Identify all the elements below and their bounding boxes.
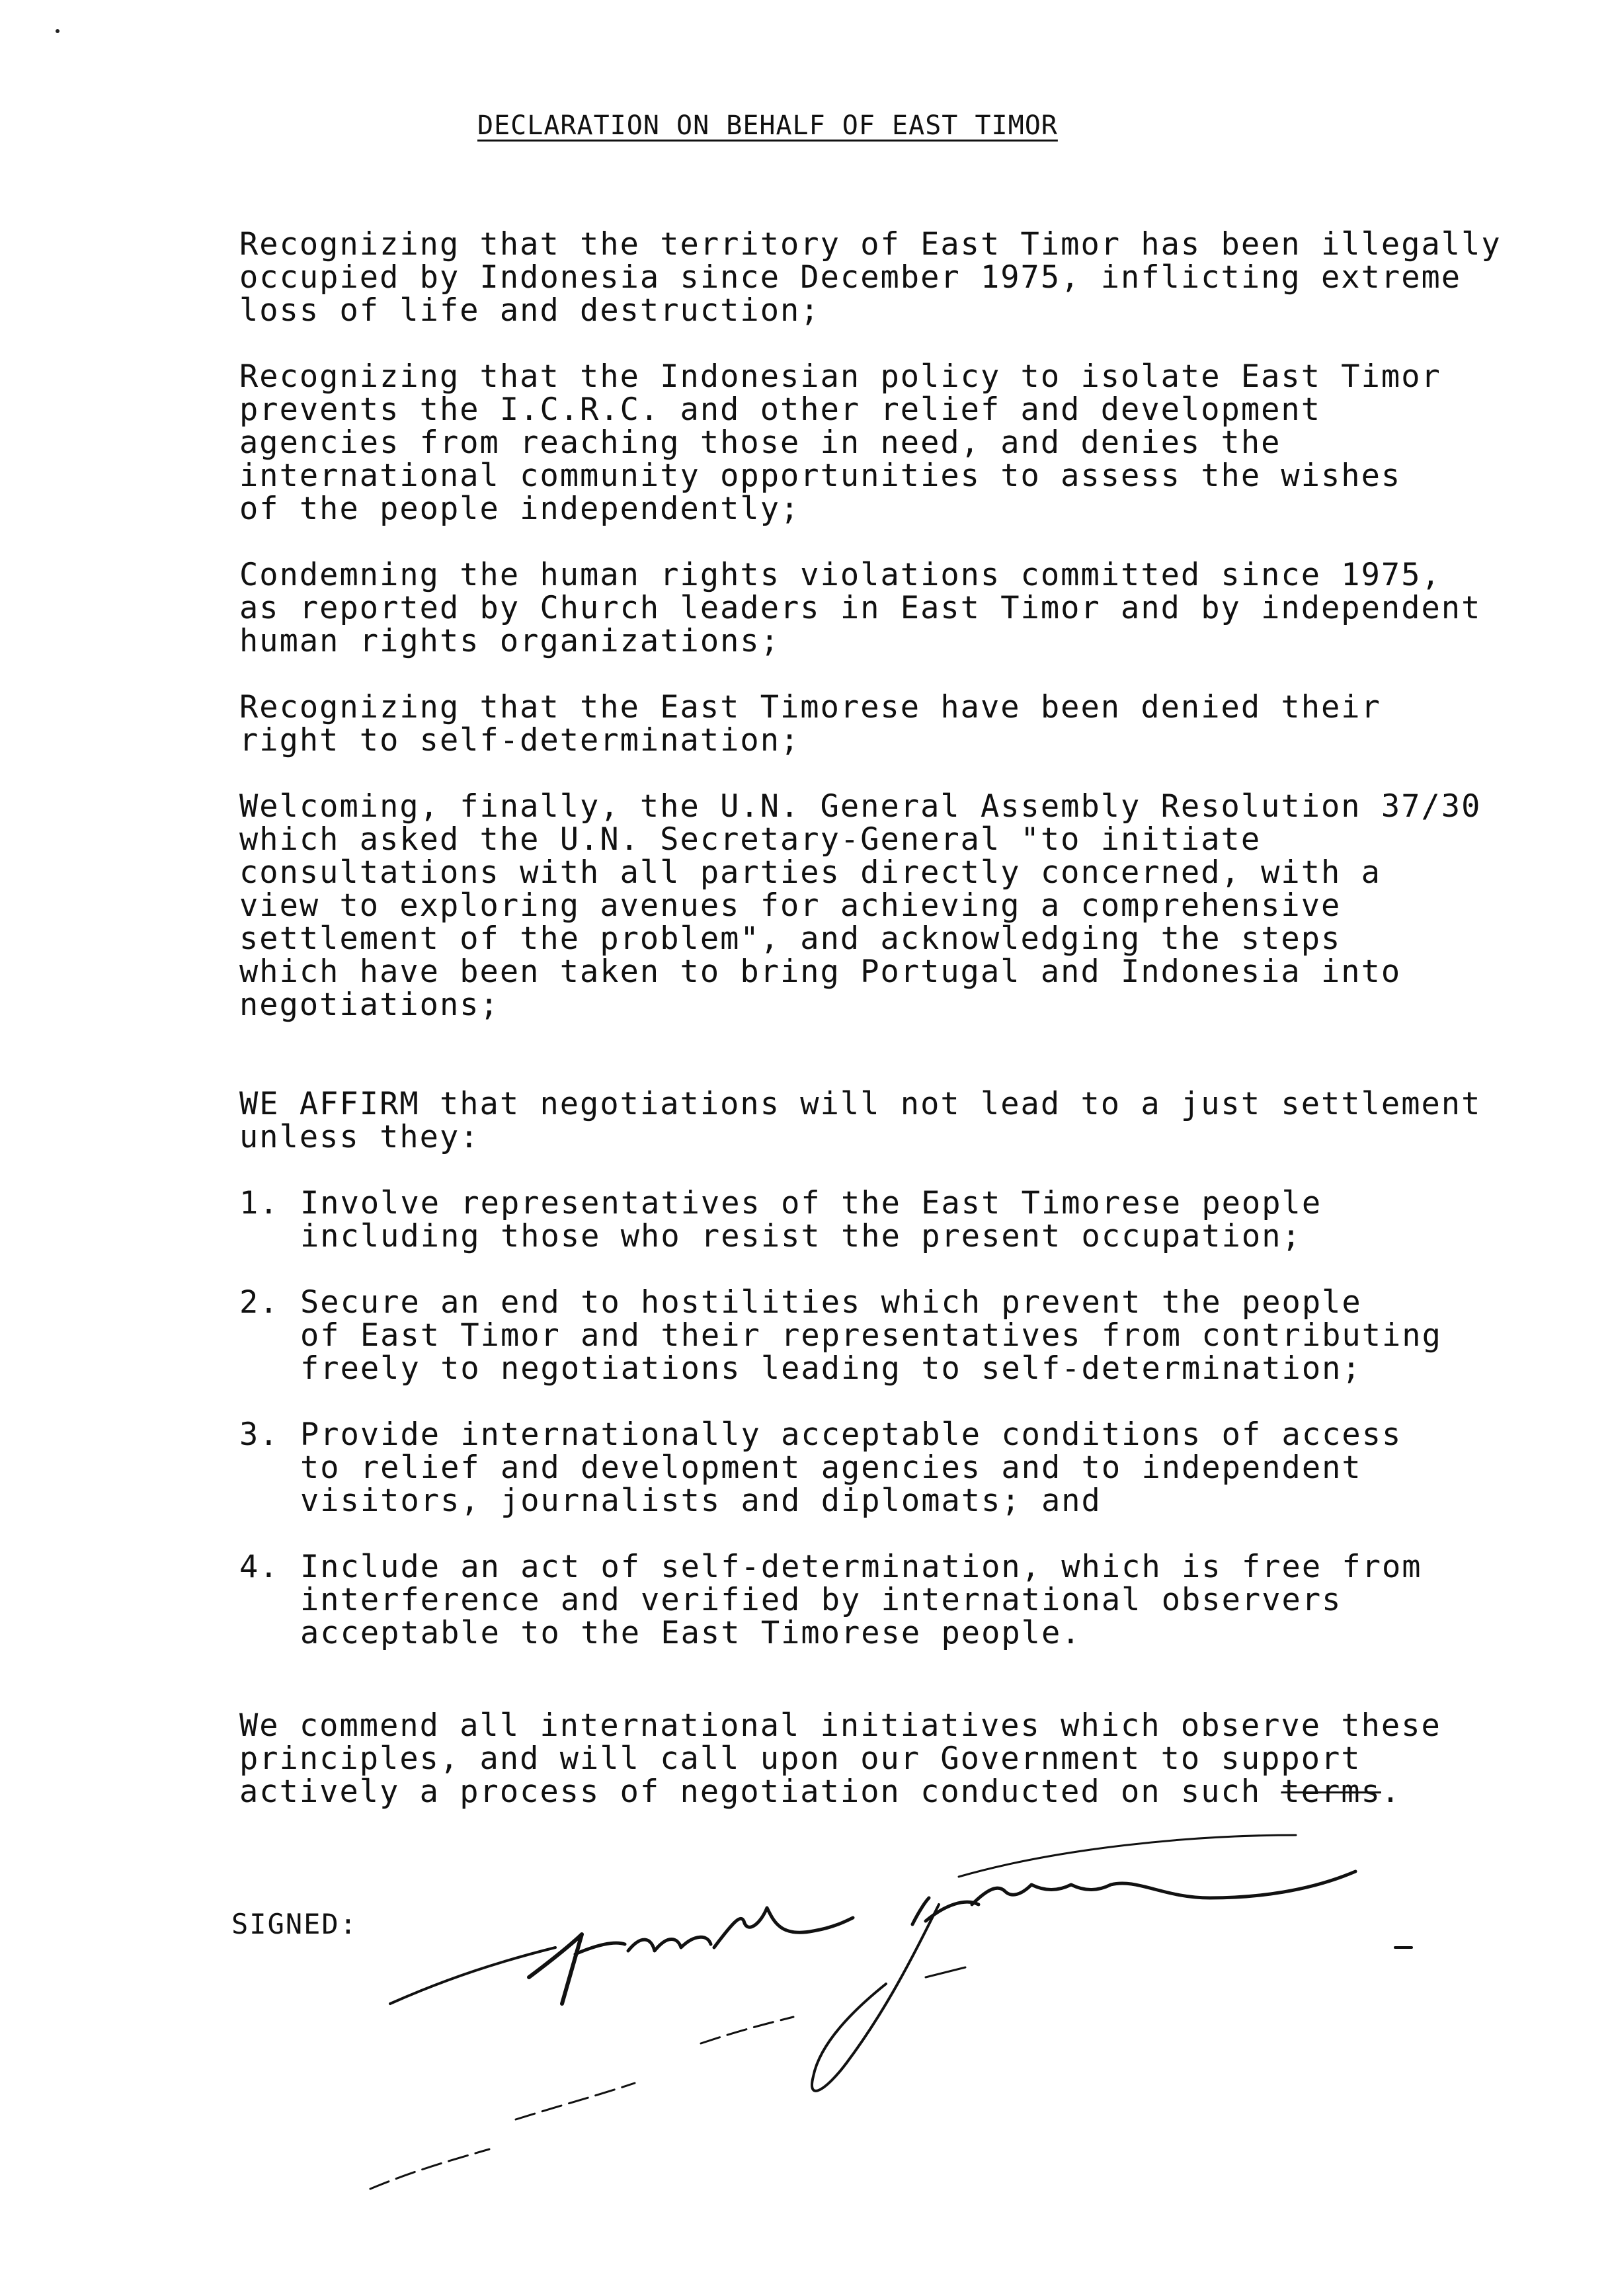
- struck-word: terms: [1281, 1774, 1381, 1810]
- list-item-text: Secure an end to hostilities which prevent the people of East Timor and their representatives from contributing freely to negotiations leading to self-determination;: [300, 1284, 1442, 1387]
- list-item-number: 4.: [239, 1549, 280, 1585]
- list-item-text: Involve representatives of the East Timorese people including those who resist the present occupation;: [300, 1185, 1322, 1254]
- closing-period: .: [1381, 1774, 1402, 1810]
- list-item-text: Include an act of self-determination, which is free from interference and verified by international observers acceptable to the East Timorese people.: [300, 1549, 1422, 1651]
- closing-paragraph: [239, 1709, 1529, 1809]
- paragraph-we-affirm: WE AFFIRM that negotiations will not lead to a just settlement unless they:: [239, 1086, 1482, 1155]
- list-item-number: 3.: [239, 1416, 280, 1453]
- paragraph-recognizing-occupation: Recognizing that the territory of East Timor has been illegally occupied by Indonesia since December 1975, inflicting extreme loss of life and destruction;: [239, 226, 1502, 329]
- list-item-number: 2.: [239, 1284, 280, 1321]
- paragraph-self-determination-denied: Recognizing that the East Timorese have been denied their right to self-determination;: [239, 689, 1381, 758]
- document-title: DECLARATION ON BEHALF OF EAST TIMOR: [477, 110, 1058, 141]
- signed-label: SIGNED:: [231, 1908, 358, 1940]
- closing-text: We commend all international initiatives which observe these principles, and will call upon our Government to support actively a process of negotiation conducted on such: [239, 1707, 1441, 1810]
- paragraph-condemning-violations: Condemning the human rights violations committed since 1975, as reported by Church leaders in East Timor and by independent human rights organizations;: [239, 557, 1482, 659]
- scan-speck: [56, 29, 60, 33]
- list-item-text: Provide internationally acceptable conditions of access to relief and development agencies and to independent visitors, journalists and diplomats; and: [300, 1416, 1402, 1519]
- paragraph-welcoming-resolution: Welcoming, finally, the U.N. General Assembly Resolution 37/30 which asked the U.N. Secretary-General "to initiate consultations with all parties directly concerned, with a view to exploring avenues for achieving a comprehensive settlement of the problem", and acknowledging the steps which have been taken to bring Portugal and Indonesia into negotiations;: [239, 788, 1482, 1023]
- list-item-number: 1.: [239, 1185, 280, 1221]
- paragraph-recognizing-isolation: Recognizing that the Indonesian policy to isolate East Timor prevents the I.C.R.C. and other relief and development agencies from reaching those in need, and denies the international community opportunities to assess the wishes of the people independently;: [239, 358, 1441, 527]
